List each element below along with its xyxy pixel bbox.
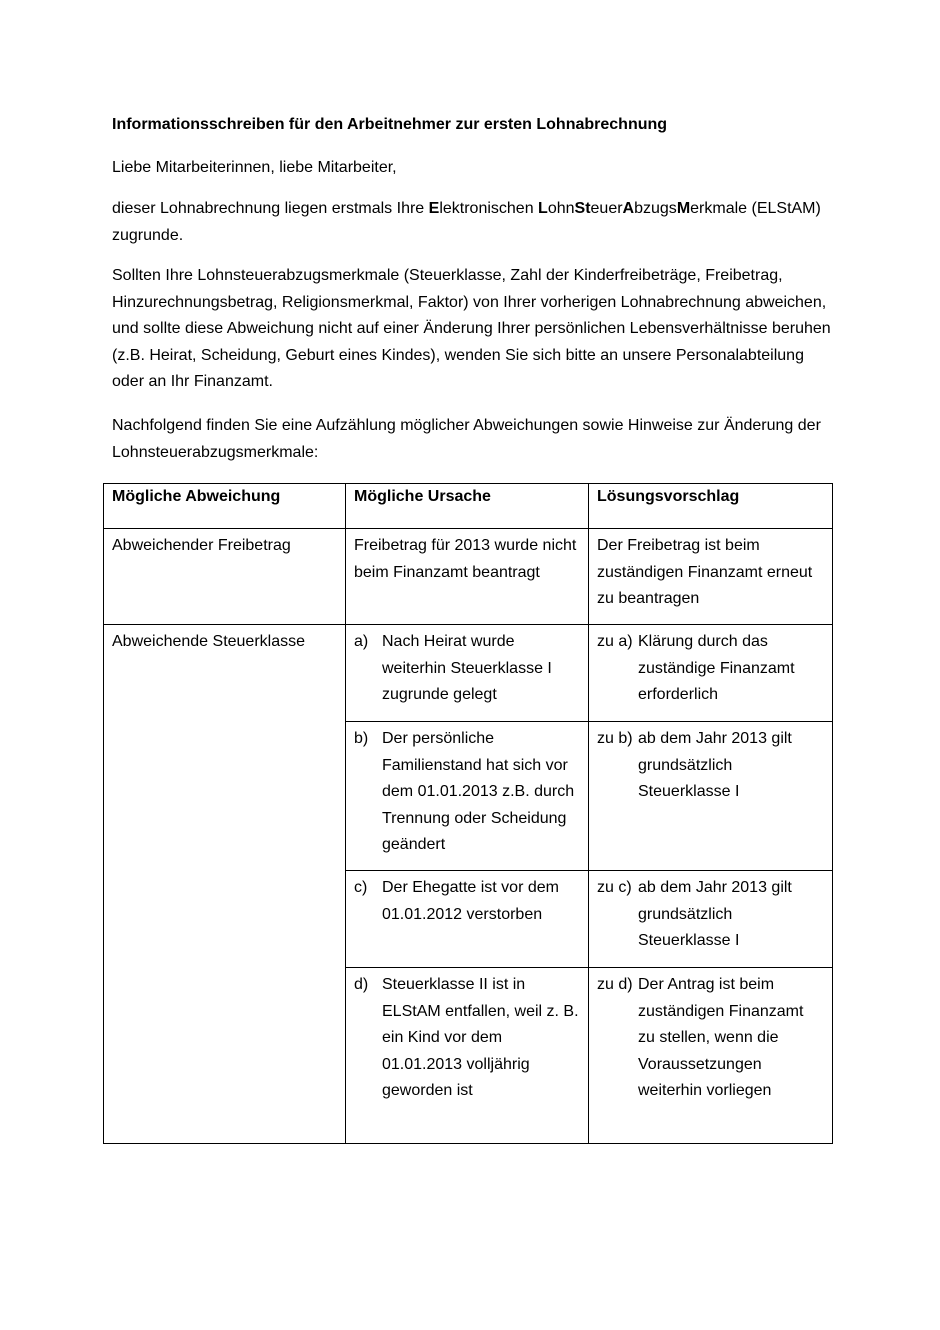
cause-marker: a) (354, 633, 369, 650)
solution-marker: zu c) (597, 879, 632, 896)
list-item (597, 972, 824, 1105)
intro-m-rest: erkmale (690, 200, 748, 217)
cause-text: Der persönliche Familienstand hat sich vor dem 01.01.2013 z.B. durch Trennung oder Scheidung geändert (382, 730, 575, 853)
solution-marker: zu d) (597, 976, 633, 993)
intro-m: M (676, 200, 691, 217)
row2-solution-b (589, 722, 833, 871)
row2-solution-c (589, 871, 833, 968)
header-cause: Mögliche Ursache (346, 484, 589, 529)
row2-solution-d (589, 968, 833, 1144)
cause-text: Nach Heirat wurde weiterhin Steuerklasse I zugrunde gelegt (382, 633, 552, 703)
intro-a: A (622, 200, 635, 217)
row1-cause: Freibetrag für 2013 wurde nicht beim Finanzamt beantragt (346, 529, 589, 625)
header-solution: Lösungsvorschlag (589, 484, 833, 529)
cause-text: Steuerklasse II ist in ELStAM entfallen, weil z. B. ein Kind vor dem 01.01.2013 volljährig geworden ist (382, 976, 579, 1099)
table-header-row (104, 484, 833, 529)
row2-cause-c (346, 871, 589, 968)
solution-marker: zu a) (597, 633, 633, 650)
list-item (597, 726, 824, 806)
intro-pre: dieser Lohnabrechnung liegen erstmals Ihre (112, 200, 429, 217)
document-title: Informationsschreiben für den Arbeitnehmer zur ersten Lohnabrechnung (112, 116, 668, 133)
solution-text: ab dem Jahr 2013 gilt grundsätzlich Steuerklasse I (638, 879, 792, 949)
greeting: Liebe Mitarbeiterinnen, liebe Mitarbeiter, (112, 159, 397, 176)
cause-marker: c) (354, 879, 368, 896)
list-item (354, 875, 580, 928)
row2-solution-a (589, 625, 833, 722)
solution-marker: zu b) (597, 730, 633, 747)
solution-text: ab dem Jahr 2013 gilt grundsätzlich Steuerklasse I (638, 730, 792, 800)
paragraph-1: Sollten Ihre Lohnsteuerabzugsmerkmale (Steuerklasse, Zahl der Kinderfreibeträge, Freibetrag, Hinzurechnungsbetrag, Religionsmerkmal, Faktor) von Ihrer vorherigen Lohnabrechnung abweichen, und sollte diese Abweichung nicht auf einer Änderung Ihrer persönlichen Lebensverhältnisse beruhen (z.B. Heirat, Scheidung, Geburt eines Kindes), wenden Sie sich bitte an unsere Personalabteilung oder an Ihr Finanzamt. (112, 267, 831, 390)
row2-deviation: Abweichende Steuerklasse (104, 625, 346, 1144)
list-item (597, 629, 824, 709)
intro-l: L (538, 200, 548, 217)
intro-st: St (574, 200, 591, 217)
intro-e-rest: lektronischen (439, 200, 539, 217)
list-item (354, 629, 580, 709)
header-deviation: Mögliche Abweichung (104, 484, 346, 529)
row1-deviation: Abweichender Freibetrag (104, 529, 346, 625)
table-row (104, 625, 833, 722)
intro-e: E (428, 200, 440, 217)
intro-paragraph (112, 196, 832, 249)
intro-l-rest: ohn (547, 200, 575, 217)
cause-marker: d) (354, 976, 369, 993)
deviation-table (103, 483, 833, 1144)
cause-marker: b) (354, 730, 369, 747)
intro-st-rest: euer (590, 200, 623, 217)
row1-solution: Der Freibetrag ist beim zuständigen Finanzamt erneut zu beantragen (589, 529, 833, 625)
cause-text: Der Ehegatte ist vor dem 01.01.2012 verstorben (382, 879, 559, 923)
row2-cause-b (346, 722, 589, 871)
row2-cause-d (346, 968, 589, 1144)
row2-cause-a (346, 625, 589, 722)
paragraph-2: Nachfolgend finden Sie eine Aufzählung möglicher Abweichungen sowie Hinweise zur Änderung der Lohnsteuerabzugsmerkmale: (112, 417, 821, 461)
intro-post: (ELStAM) zugrunde. (112, 200, 821, 244)
list-item (354, 726, 580, 859)
solution-text: Klärung durch das zuständige Finanzamt erforderlich (638, 633, 795, 703)
list-item (354, 972, 580, 1105)
intro-a-rest: bzugs (634, 200, 677, 217)
solution-text: Der Antrag ist beim zuständigen Finanzamt zu stellen, wenn die Voraussetzungen weiterhin vorliegen (638, 976, 804, 1099)
list-item (597, 875, 824, 955)
table-row (104, 529, 833, 625)
